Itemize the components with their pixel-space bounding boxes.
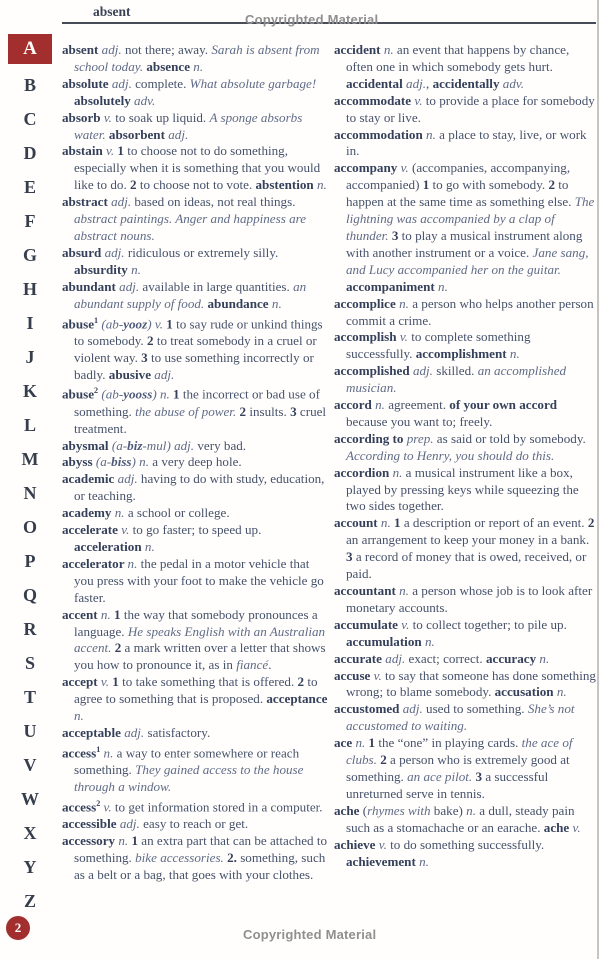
dictionary-entry: accord n. agreement. of your own accord because you want to; freely. — [334, 397, 558, 429]
dictionary-entry: accident n. an event that happens by chance, often one in which somebody gets hurt. accidental adj., accidentally adv. — [334, 42, 570, 91]
sidebar-letter-v: V — [23, 755, 37, 775]
dictionary-entry: accomplished adj. skilled. an accomplished musician. — [334, 363, 567, 396]
sidebar-letter-w: W — [21, 789, 39, 809]
dictionary-entry: accomplish v. to complete something successfully. accomplishment n. — [334, 329, 531, 362]
sidebar-letter-q: Q — [22, 585, 37, 605]
sidebar-letter-k: K — [22, 381, 37, 401]
scan-edge-line — [597, 0, 599, 959]
column-right — [334, 42, 598, 870]
dictionary-entry: acceptable adj. satisfactory. — [62, 724, 211, 740]
dictionary-entry: accordion n. a musical instrument like a box, played by pressing keys while squeezing the two sides together. — [334, 464, 579, 514]
page-number-badge — [6, 916, 30, 940]
sidebar-letter-m: M — [21, 449, 39, 469]
dictionary-entry: abuse$^2$ (ab-yooss) n. 1 the incorrect or bad use of something. the abuse of power. 2 insults. 3 cruel treatment. — [62, 386, 327, 436]
sidebar-letter-j: J — [25, 347, 35, 367]
sidebar-letter-e: E — [23, 177, 36, 197]
dictionary-entry: abundant adj. available in large quantities. an abundant supply of food. abundance n. — [62, 278, 307, 311]
dictionary-entry: account n. 1 a description or report of an event. 2 an arrangement to keep your money in a bank. 3 a record of money that is owed, received, or paid. — [334, 515, 595, 582]
dictionary-entry: abuse$^1$ (ab-yooz) v. 1 to say rude or unkind things to somebody. 2 to treat somebody in a cruel or violent way. 3 to use something incorrectly or badly. abusive adj. — [62, 315, 323, 382]
dictionary-entry: accommodate v. to provide a place for somebody to stay or live. — [334, 92, 595, 125]
sidebar-letter-n: N — [23, 483, 37, 503]
dictionary-entry: accountant n. a person whose job is to look after monetary accounts. — [334, 583, 593, 615]
sidebar-letter-h: H — [22, 279, 37, 299]
sidebar-letter-z: Z — [23, 891, 36, 911]
sidebar-letter-y: Y — [23, 857, 37, 877]
dictionary-entry: academic adj. having to do with study, education, or teaching. — [62, 471, 325, 504]
sidebar-letter-f: F — [24, 211, 36, 231]
sidebar-letter-g: G — [22, 245, 37, 265]
sidebar-letter-a: A — [8, 34, 52, 64]
dictionary-entry: abysmal (a-biz-mul) adj. very bad. — [62, 437, 247, 453]
dictionary-entry: academy n. a school or college. — [62, 505, 230, 521]
dictionary-entry: abstract adj. based on ideas, not real things. abstract paintings. Anger and happiness are abstract nouns. — [62, 194, 307, 243]
dictionary-entry: abyss (a-biss) n. a very deep hole. — [62, 454, 242, 470]
dictionary-entry: absent adj. not there; away. Sarah is absent from school today. absence n. — [62, 42, 320, 74]
dictionary-entry: absolute adj. complete. What absolute garbage! absolutely adv. — [62, 75, 317, 108]
dictionary-entry: accurate adj. exact; correct. accuracy n. — [334, 650, 550, 666]
dictionary-entry: accelerate v. to go faster; to speed up. acceleration n. — [62, 522, 262, 554]
sidebar-letter-p: P — [24, 551, 36, 571]
dictionary-entry: access$^1$ n. a way to enter somewhere or reach something. They gained access to the house through a window. — [62, 744, 304, 795]
page-number: 2 — [14, 920, 22, 935]
dictionary-entry: absorb v. to soak up liquid. A sponge absorbs water. absorbent adj. — [62, 109, 303, 142]
dictionary-entry: accessory n. 1 an extra part that can be attached to something. bike accessories. 2. something, such as a belt or a bag, that goes with your clothes. — [62, 833, 328, 882]
sidebar-letter-s: S — [24, 653, 35, 673]
guide-word: absent — [93, 4, 131, 19]
dictionary-entry: accumulate v. to collect together; to pile up. accumulation n. — [334, 616, 567, 649]
dictionary-entry: accept v. 1 to take something that is offered. 2 to agree to something that is proposed. acceptance n. — [62, 674, 328, 724]
sidebar-letter-i: I — [26, 313, 34, 333]
sidebar-letter-d: D — [23, 143, 37, 163]
sidebar-letter-r: R — [23, 619, 37, 639]
alphabet-sidebar — [0, 0, 60, 959]
dictionary-entry: according to prep. as said or told by somebody. According to Henry, you should do this. — [334, 430, 586, 463]
dictionary-entry: accompany v. (accompanies, accompanying, accompanied) 1 to go with somebody. 2 to happen at the same time as something else. The lightning was accompanied by a clap of thunder. 3 to play a musical instrument along with another instrument or a voice. Jane sang, and Lucy accompanied her on the guitar. accompaniment n. — [334, 160, 595, 294]
column-left — [62, 42, 332, 884]
copyright-watermark-bottom: Copyrighted Material — [243, 927, 377, 942]
sidebar-letter-o: O — [22, 517, 37, 537]
sidebar-letter-u: U — [23, 721, 37, 741]
sidebar-letter-l: L — [23, 415, 36, 435]
dictionary-entry: accomplice n. a person who helps another person commit a crime. — [334, 295, 594, 328]
dictionary-entry: abstain v. 1 to choose not to do something, especially when it is something that you would like to do. 2 to choose not to vote. abstention n. — [62, 143, 327, 193]
dictionary-entry: accustomed adj. used to something. She’s not accustomed to waiting. — [334, 701, 575, 734]
dictionary-entry: ache (rhymes with bake) n. a dull, steady pain such as a stomachache or an earache. ache v. — [334, 802, 581, 835]
dictionary-entry: accent n. 1 the way that somebody pronounces a language. He speaks English with an Australian accent. 2 a mark written over a letter that shows you how to pronounce it, as in fiancé. — [62, 606, 326, 673]
dictionary-entry: accommodation n. a place to stay, live, or work in. — [334, 126, 587, 159]
sidebar-letter-c: C — [23, 109, 37, 129]
sidebar-letter-b: B — [23, 75, 36, 95]
dictionary-entry: accessible adj. easy to reach or get. — [62, 816, 249, 832]
dictionary-entry: absurd adj. ridiculous or extremely silly. absurdity n. — [62, 244, 279, 277]
dictionary-entry: achieve v. to do something successfully. achievement n. — [334, 836, 545, 869]
dictionary-entry: accuse v. to say that someone has done something wrong; to blame somebody. accusation n. — [334, 667, 596, 700]
sidebar-letter-x: X — [23, 823, 37, 843]
dictionary-entry: access$^2$ v. to get information stored in a computer. — [62, 798, 323, 815]
dictionary-entry: accelerator n. the pedal in a motor vehicle that you press with your foot to make the vehicle go faster. — [62, 555, 324, 605]
sidebar-letter-t: T — [23, 687, 36, 707]
dictionary-entry: ace n. 1 the “one” in playing cards. the ace of clubs. 2 a person who is extremely good at something. an ace pilot. 3 a successful unreturned serve in tennis. — [334, 735, 573, 801]
copyright-watermark-top: Copyrighted Material — [245, 12, 379, 27]
